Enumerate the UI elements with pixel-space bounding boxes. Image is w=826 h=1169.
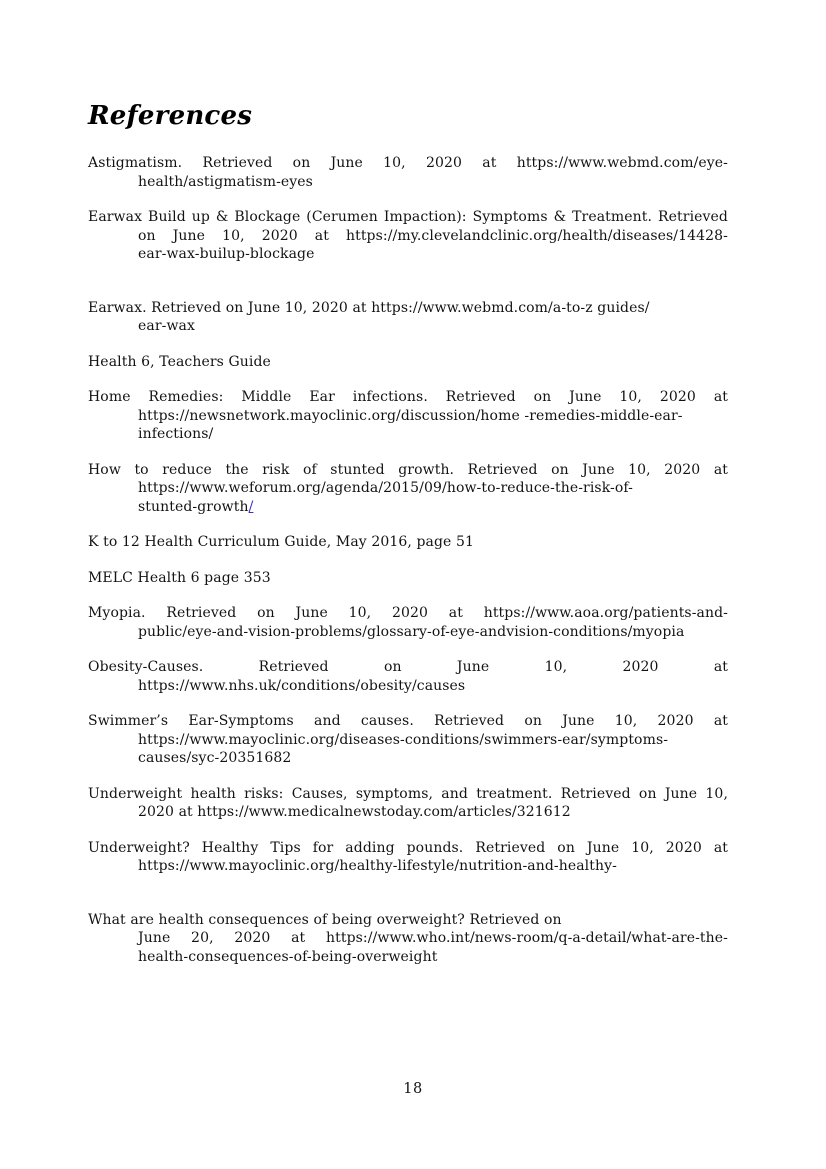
reference-line: Underweight? Healthy Tips for adding pounds. Retrieved on June 10, 2020 at [88, 839, 728, 856]
references-list [88, 154, 728, 966]
reference-line: Earwax Build up & Blockage (Cerumen Impaction): Symptoms & Treatment. Retrieved [88, 209, 728, 225]
reference-line: 2020 at https://www.medicalnewstoday.com/articles/321612 [138, 804, 571, 820]
reference-entry [88, 388, 728, 444]
reference-entry [88, 533, 728, 552]
reference-line: infections/ [138, 426, 214, 442]
reference-line: K to 12 Health Curriculum Guide, May 2016, page 51 [88, 534, 474, 550]
reference-line: causes/syc-20351682 [138, 750, 292, 766]
reference-line-text: stunted-growth [138, 498, 249, 515]
reference-line: Myopia. Retrieved on June 10, 2020 at https://www.aoa.org/patients-and- [88, 605, 728, 621]
page-number: 18 [403, 1081, 423, 1097]
reference-line: MELC Health 6 page 353 [88, 569, 271, 586]
reference-line: How to reduce the risk of stunted growth. Retrieved on June 10, 2020 at [88, 461, 728, 478]
reference-line: https://www.nhs.uk/conditions/obesity/causes [138, 677, 466, 694]
reference-line: https://newsnetwork.mayoclinic.org/discussion/home -remedies-middle-ear- [138, 407, 683, 424]
reference-line: health-consequences-of-being-overweight [138, 948, 438, 965]
reference-line: Earwax. Retrieved on June 10, 2020 at https://www.webmd.com/a-to-z guides/ [88, 299, 650, 316]
reference-line: ear-wax [138, 318, 195, 334]
reference-entry [88, 658, 728, 695]
page-content [88, 103, 728, 966]
reference-entry [88, 785, 728, 822]
reference-entry [88, 353, 728, 372]
reference-line: Home Remedies: Middle Ear infections. Retrieved on June 10, 2020 at [88, 389, 728, 405]
reference-line: Obesity-Causes. Retrieved on June 10, 2020 at [88, 659, 728, 675]
reference-entry [88, 604, 728, 641]
reference-line: public/eye-and-vision-problems/glossary-of-eye-andvision-conditions/myopia [138, 623, 685, 640]
stunted-growth-link[interactable]: / [248, 498, 254, 515]
reference-line: Astigmatism. Retrieved on June 10, 2020 at https://www.webmd.com/eye- [88, 155, 728, 171]
reference-entry [88, 839, 728, 876]
reference-line: https://www.mayoclinic.org/diseases-conditions/swimmers-ear/symptoms- [138, 731, 669, 748]
reference-line: Underweight health risks: Causes, symptoms, and treatment. Retrieved on June 10, [88, 785, 728, 802]
reference-entry [88, 208, 728, 264]
reference-entry [88, 569, 728, 588]
reference-line: https://www.weforum.org/agenda/2015/09/how-to-reduce-the-risk-of- [138, 480, 634, 496]
reference-line: Health 6, Teachers Guide [88, 353, 271, 370]
reference-entry [88, 911, 728, 967]
reference-line: Swimmer’s Ear-Symptoms and causes. Retrieved on June 10, 2020 at [88, 713, 728, 729]
page-title: References [88, 101, 253, 131]
reference-line: health/astigmatism-eyes [138, 173, 313, 190]
reference-entry [88, 712, 728, 768]
reference-line: June 20, 2020 at https://www.who.int/news-room/q-a-detail/what-are-the- [138, 930, 728, 946]
reference-entry [88, 299, 728, 336]
reference-line: on June 10, 2020 at https://my.clevelandclinic.org/health/diseases/14428- [138, 227, 728, 244]
reference-line: https://www.mayoclinic.org/healthy-lifestyle/nutrition-and-healthy- [138, 858, 617, 874]
reference-line: What are health consequences of being overweight? Retrieved on [88, 911, 562, 928]
reference-entry [88, 461, 728, 517]
reference-entry [88, 154, 728, 191]
reference-line: ear-wax-builup-blockage [138, 246, 315, 262]
reference-line [88, 498, 728, 517]
